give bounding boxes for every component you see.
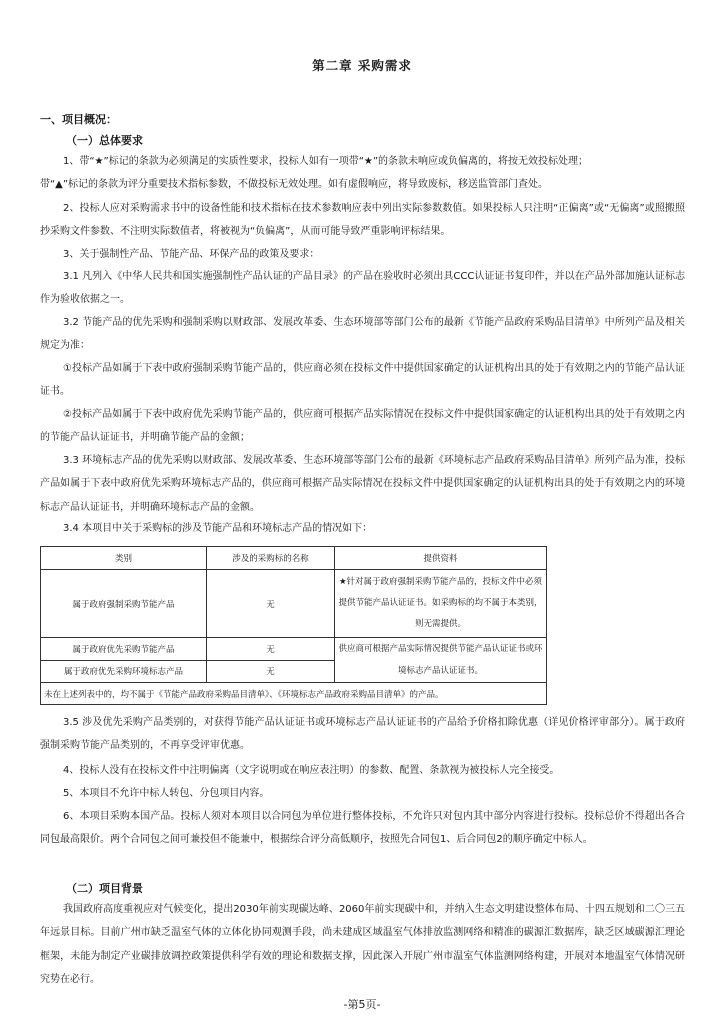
paragraph-3-2: 3.2 节能产品的优先采购和强制采购以财政部、发展改革委、生态环境部等部门公布的最新《节能产品政府采购品目清单》中所列产品及相关规定为准： <box>40 317 685 352</box>
table-cell-item: 无 <box>207 570 335 638</box>
paragraph-3-3: 3.3 环境标志产品的优先采购以财政部、发展改革委、生态环境部等部门公布的最新《环境标志产品政府采购品目清单》所列产品为准，投标产品如属于下表中政府优先采购环境标志产品的，供应商可根据产品实际情况在投标文件中提供国家确定的认证机构出具的处于有效期之内的环境标志产品认证证书，并明确环境标志产品的金额。 <box>40 455 685 513</box>
table-cell-category: 属于政府优先采购环境标志产品 <box>41 660 207 683</box>
table-cell-material: 供应商可根据产品实际情况提供节能产品认证证书或环境标志产品认证证书。 <box>335 638 547 683</box>
table-cell-category: 属于政府优先采购节能产品 <box>41 638 207 661</box>
paragraph-1b: 带“▲”标记的条款为评分重要技术指标参数，不做投标无效处理。如有虚假响应，将导致废标，移送监管部门查处。 <box>40 179 549 190</box>
product-category-table <box>40 546 547 705</box>
page-number: -第5页- <box>343 998 381 1011</box>
paragraph-3-1: 3.1 凡列入《中华人民共和国实施强制性产品认证的产品目录》的产品在验收时必须出具CCC认证证书复印件，并以在产品外部加施认证标志作为验收依据之一。 <box>40 271 685 306</box>
paragraph-3-5: 3.5 涉及优先采购产品类别的，对获得节能产品认证证书或环境标志产品认证证书的产品给予价格扣除优惠（详见价格评审部分）。属于政府强制采购节能产品类别的，不再享受评审优惠。 <box>40 717 685 752</box>
table-header-category: 类别 <box>41 547 207 570</box>
paragraph-5: 5、本项目不允许中标人转包、分包项目内容。 <box>63 788 270 799</box>
chapter-title: 第二章 采购需求 <box>312 58 412 73</box>
paragraph-background: 我国政府高度重视应对气候变化，提出2030年前实现碳达峰、2060年前实现碳中和，并纳入生态文明建设整体布局、十四五规划和二〇三五年远景目标。目前广州市缺乏温室气体的立体化协同观测手段，尚未建成区域温室气体排放监测网络和精准的碳源汇数据库，缺乏区域碳源汇理论框架，未能为制定产业碳排放调控政策提供科学有效的理论和数据支撑，因此深入开展广州市温室气体监测网络构建，开展对本地温室气体情况研究势在必行。 <box>40 904 685 985</box>
subsection-heading-background: （二）项目背景 <box>66 882 143 895</box>
table-note: 未在上述列表中的，均不属于《节能产品政府采购品目清单》、《环境标志产品政府采购品目清单》的产品。 <box>41 683 547 705</box>
subsection-heading-general: （一）总体要求 <box>66 134 143 147</box>
table-cell-material: ★针对属于政府强制采购节能产品的，投标文件中必须提供节能产品认证证书。如采购标的均不属于本类别，则无需提供。 <box>335 570 547 638</box>
table-cell-category: 属于政府强制采购节能产品 <box>41 570 207 638</box>
paragraph-3-2-a: ①投标产品如属于下表中政府强制采购节能产品的，供应商必须在投标文件中提供国家确定的认证机构出具的处于有效期之内的节能产品认证证书。 <box>40 363 685 398</box>
section-heading-overview: 一、项目概况： <box>40 113 117 126</box>
paragraph-3-2-b: ②投标产品如属于下表中政府优先采购节能产品的，供应商可根据产品实际情况在投标文件中提供国家确定的认证机构出具的处于有效期之内的节能产品认证证书，并明确节能产品的金额； <box>40 409 685 444</box>
paragraph-1: 1、带“★”标记的条款为必须满足的实质性要求，投标人如有一项带“★”的条款未响应或负偏离的，将按无效投标处理； <box>63 156 589 167</box>
table-cell-item: 无 <box>207 660 335 683</box>
paragraph-4: 4、投标人没有在投标文件中注明偏离（文字说明或在响应表注明）的参数、配置、条款视为被投标人完全接受。 <box>63 765 560 776</box>
paragraph-3: 3、关于强制性产品、节能产品、环保产品的政策及要求： <box>63 249 320 260</box>
table-header-material: 提供资料 <box>335 547 547 570</box>
table-header-item: 涉及的采购标的名称 <box>207 547 335 570</box>
paragraph-3-4: 3.4 本项目中关于采购标的涉及节能产品和环境标志产品的情况如下： <box>63 523 373 534</box>
paragraph-6: 6、本项目采购本国产品。投标人须对本项目以合同包为单位进行整体投标，不允许只对包内其中部分内容进行投标。投标总价不得超出各合同包最高限价。两个合同包之间可兼投但不能兼中，根据综合评分高低顺序，按照先合同包1、后合同包2的顺序确定中标人。 <box>40 811 685 846</box>
table-cell-item: 无 <box>207 638 335 661</box>
paragraph-2: 2、投标人应对采购需求书中的设备性能和技术指标在技术参数响应表中列出实际参数数值。如果投标人只注明“正偏离”或“无偏离”或照搬照抄采购文件参数、不注明实际数值者，将被视为“负偏离”，从而可能导致严重影响评标结果。 <box>40 203 685 238</box>
